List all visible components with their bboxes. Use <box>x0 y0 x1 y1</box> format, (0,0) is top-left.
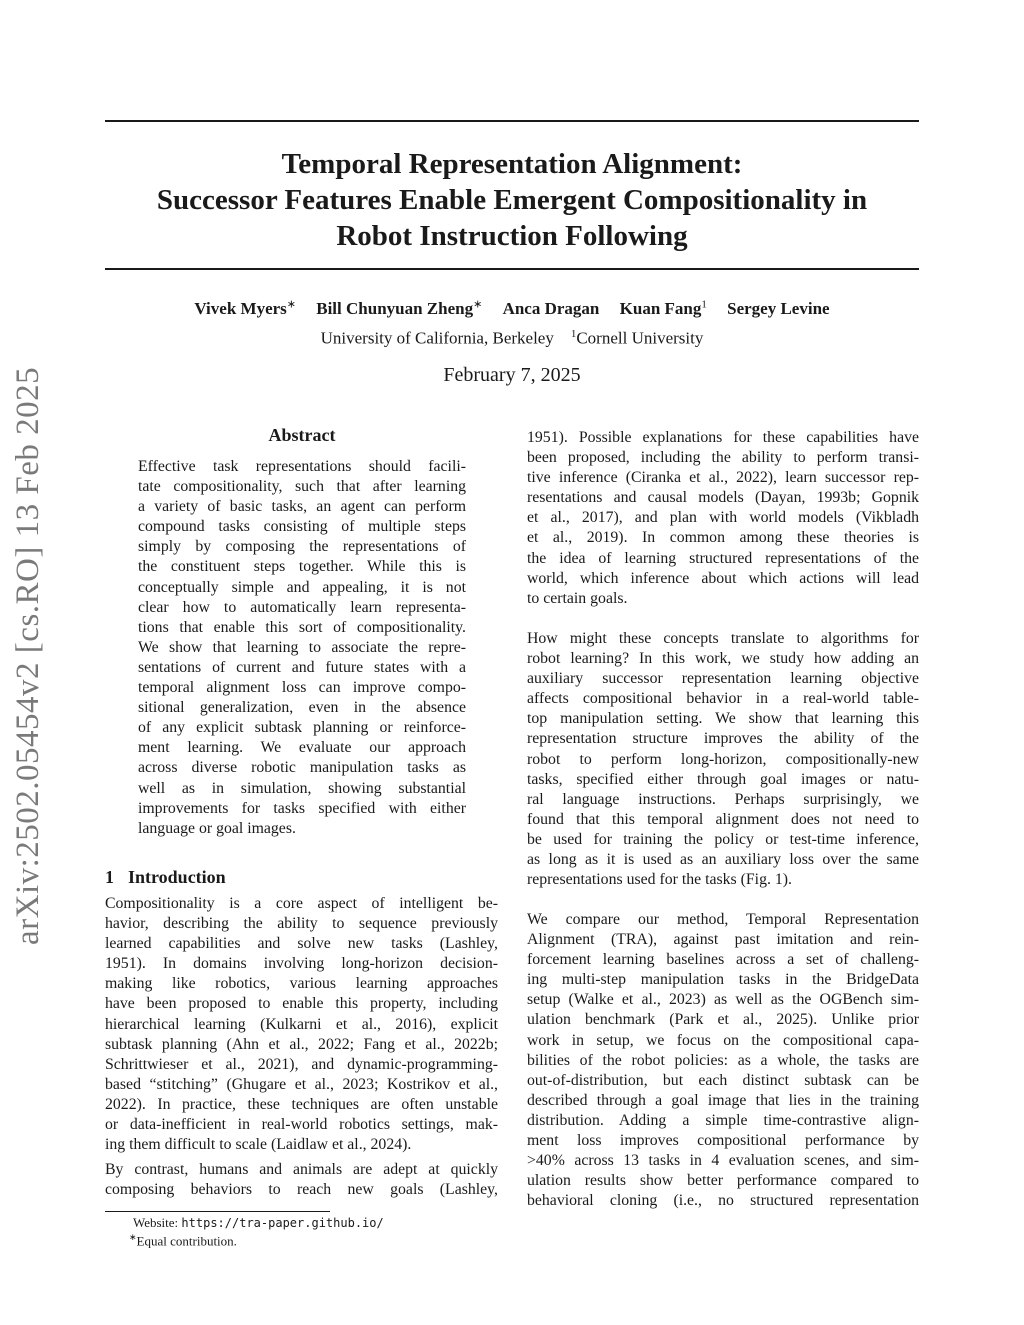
text-line: By contrast, humans and animals are adept at quickly <box>105 1161 498 1178</box>
text-line: Compositionality is a core aspect of intelligent be- <box>105 895 498 912</box>
abstract-line: tions that enable this sort of compositionality. <box>138 618 466 636</box>
text-line: learned capabilities and solve new tasks (Lashley, <box>105 935 498 953</box>
text-line: behavioral cloning (i.e., no structured representation <box>527 1192 919 1210</box>
title-line: Temporal Representation Alignment: <box>281 148 743 180</box>
text-line: 1951). Possible explanations for these capabilities have <box>527 429 919 446</box>
text-line: Schrittwieser et al., 2021), and dynamic-programming- <box>105 1055 498 1073</box>
abstract-heading: Abstract <box>268 425 336 445</box>
text-line: work in setup, we focus on the compositional capa- <box>527 1031 919 1049</box>
text-line: et al., 2017), and plan with world models (Vikbladh <box>527 509 919 527</box>
footnote-rule <box>105 1211 330 1212</box>
author-list <box>105 297 919 319</box>
text-line: ing multi-step manipulation tasks in the BridgeData <box>527 971 919 989</box>
text-line: We compare our method, Temporal Representation <box>527 911 919 928</box>
text-line: robot to perform long-horizon, compositionally-new <box>527 750 919 768</box>
text-line: be used for training the policy or test-time inference, <box>527 830 919 848</box>
text-line: resentations and causal models (Dayan, 1993b; Gopnik <box>527 489 919 507</box>
title-line: Robot Instruction Following <box>336 220 688 252</box>
text-line: the idea of learning structured representations of the <box>527 549 919 567</box>
affiliation-primary: University of California, Berkeley <box>320 328 554 348</box>
text-line: subtask planning (Ahn et al., 2022; Fang et al., 2022b; <box>105 1035 498 1053</box>
abstract-line: improvements for tasks specified with either <box>138 799 466 817</box>
section-heading-introduction <box>105 867 226 888</box>
text-line: setup (Walke et al., 2023) as well as the OGBench sim- <box>527 991 919 1009</box>
abstract-line: sentations of current and future states with a <box>138 658 466 676</box>
abstract-line: simply by composing the representations of <box>138 538 466 556</box>
abstract-line: across diverse robotic manipulation tasks as <box>138 759 466 777</box>
author: Vivek Myers∗ <box>194 298 296 318</box>
introduction-paragraph-2 <box>105 1160 498 1200</box>
footnote-website <box>133 1215 384 1231</box>
right-column-paragraph-1 <box>527 428 919 609</box>
text-line: 1951). In domains involving long-horizon decision- <box>105 955 498 973</box>
affiliation-mark: 1 <box>570 328 577 340</box>
abstract-line: of any explicit subtask planning or reinforce- <box>138 719 466 737</box>
text-line: affects compositional behavior in a real-world table- <box>527 690 919 708</box>
author: Kuan Fang$^1$ <box>619 298 707 318</box>
abstract-line: the constituent steps together. While this is <box>138 558 466 576</box>
abstract-line: language or goal images. <box>138 819 296 837</box>
abstract-line: temporal alignment loss can improve compo- <box>138 679 466 697</box>
footnote-equal-contribution <box>129 1232 237 1249</box>
text-line: >40% across 13 tasks in 4 evaluation scenes, and sim- <box>527 1152 919 1170</box>
right-column-paragraph-3 <box>527 910 919 1211</box>
text-line: ing them difficult to scale (Laidlaw et al., 2024). <box>105 1136 412 1154</box>
arxiv-sidebar-stamp: arXiv:2502.05454v2 [cs.RO] 13 Feb 2025 <box>10 366 46 945</box>
text-line: tive inference (Ciranka et al., 2022), learn successor rep- <box>527 469 919 487</box>
text-line: forcement learning baselines across a set of challeng- <box>527 951 919 969</box>
top-rule <box>105 120 919 122</box>
paper-title <box>105 146 919 254</box>
abstract-line: clear how to automatically learn representa- <box>138 598 466 616</box>
text-line: bilities of the robot policies: as a whole, the tasks are <box>527 1051 919 1069</box>
text-line: out-of-distribution, but each distinct subtask can be <box>527 1071 919 1089</box>
abstract-line: conceptually simple and appealing, it is not <box>138 578 466 596</box>
affiliation-secondary: Cornell University <box>576 328 704 348</box>
abstract-line: Effective task representations should facili- <box>138 458 466 475</box>
text-line: been proposed, including the ability to perform transi- <box>527 449 919 467</box>
section-title: Introduction <box>128 867 226 887</box>
footnote-text: Equal contribution. <box>136 1233 237 1249</box>
text-line: world, which inference about which actions will lead <box>527 569 919 587</box>
abstract-body <box>138 457 466 839</box>
abstract-line: well as in simulation, showing substantial <box>138 779 466 797</box>
text-line: How might these concepts translate to algorithms for <box>527 630 919 647</box>
right-column-paragraph-2 <box>527 629 919 890</box>
text-line: et al., 2019). In common among these theories is <box>527 529 919 547</box>
author: Bill Chunyuan Zheng∗ <box>316 298 483 318</box>
section-number: 1 <box>105 867 114 887</box>
text-line: hierarchical learning (Kulkarni et al., 2016), explicit <box>105 1015 498 1033</box>
text-line: composing behaviors to reach new goals (Lashley, <box>105 1181 498 1199</box>
text-line: representations used for the tasks (Fig. 1). <box>527 871 792 889</box>
abstract-line: a variety of basic tasks, an agent can perform <box>138 498 466 516</box>
text-line: ral language instructions. Perhaps surprisingly, we <box>527 790 919 808</box>
introduction-paragraph-1 <box>105 894 498 1155</box>
text-line: found that this temporal alignment does not need to <box>527 810 919 828</box>
text-line: ulation results show better performance compared to <box>527 1172 919 1190</box>
text-line: 2022). In practice, these techniques are often unstable <box>105 1095 498 1113</box>
text-line: representation structure improves the ability of the <box>527 730 919 748</box>
text-line: Alignment (TRA), against past imitation and rein- <box>527 931 919 949</box>
text-line: making like robotics, various learning approaches <box>105 975 498 993</box>
author: Sergey Levine <box>727 298 830 318</box>
text-line: as long as it is used as an auxiliary loss over the same <box>527 851 919 869</box>
title-line: Successor Features Enable Emergent Compositionality in <box>156 184 868 216</box>
text-line: ulation benchmark (Park et al., 2025). Unlike prior <box>527 1011 919 1029</box>
text-line: based “stitching” (Ghugare et al., 2023; Kostrikov et al., <box>105 1075 498 1093</box>
footnote-mark: ∗ <box>129 1232 137 1242</box>
text-line: distribution. Adding a simple time-contrastive align- <box>527 1111 919 1129</box>
abstract-line: tate compositionality, such that after learning <box>138 478 466 496</box>
abstract-line: ment learning. We evaluate our approach <box>138 739 466 757</box>
text-line: top manipulation setting. We show that learning this <box>527 710 919 728</box>
title-bottom-rule <box>105 268 919 270</box>
text-line: ment loss improves compositional performance by <box>527 1132 919 1150</box>
affiliations <box>105 328 919 349</box>
paper-date: February 7, 2025 <box>443 364 581 386</box>
text-line: to certain goals. <box>527 589 628 607</box>
text-line: described through a goal image that lies in the training <box>527 1091 919 1109</box>
abstract-line: compound tasks consisting of multiple steps <box>138 518 466 536</box>
website-link[interactable]: https://tra-paper.github.io/ <box>181 1216 384 1230</box>
text-line: or data-inefficient in real-world robotics settings, mak- <box>105 1116 498 1134</box>
author: Anca Dragan <box>502 298 600 318</box>
text-line: robot learning? In this work, we study how adding an <box>527 650 919 668</box>
footnote-website-label: Website: <box>133 1215 179 1230</box>
text-line: tasks, specified either through goal images or natu- <box>527 770 919 788</box>
abstract-line: sitional generalization, even in the absence <box>138 699 466 717</box>
text-line: have been proposed to enable this property, including <box>105 995 498 1013</box>
text-line: auxiliary successor representation learning objective <box>527 670 919 688</box>
abstract-line: We show that learning to associate the repre- <box>138 638 466 656</box>
text-line: havior, describing the ability to sequence previously <box>105 915 498 933</box>
